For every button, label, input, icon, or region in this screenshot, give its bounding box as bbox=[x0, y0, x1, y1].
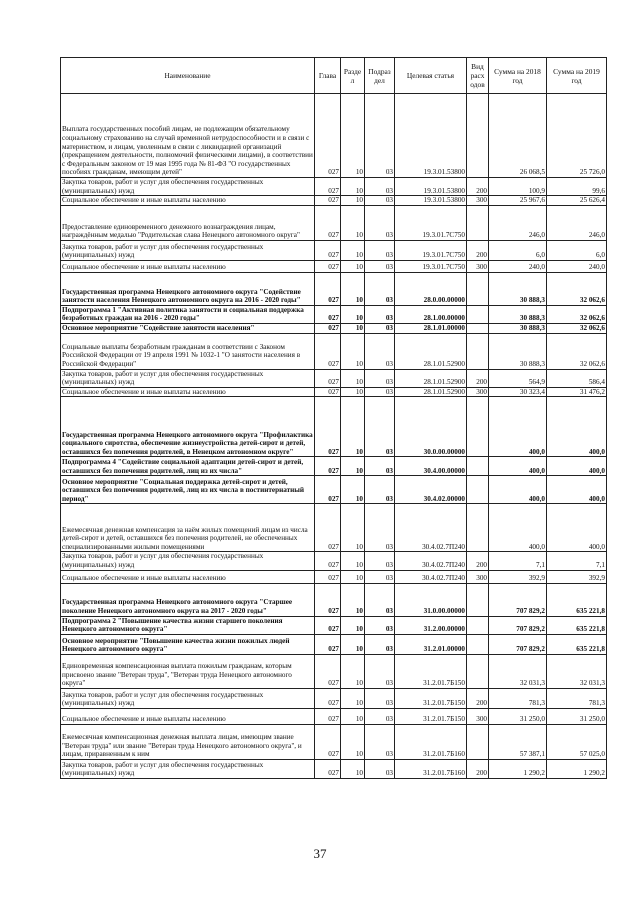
cell-target: 31.2.00.00000 bbox=[395, 616, 467, 634]
cell-podrazdel: 03 bbox=[365, 634, 395, 654]
cell-sum-2018: 400,0 bbox=[489, 504, 547, 552]
cell-name: Выплата государственных пособий лицам, не подлежащим обязательному социальному страхованию на случай временной нетрудоспособности и в связи с материнством, и лицам, уволенным в связи с ликвидацией организаций (прекращением деятельности, полномочий физическими лицами), в соответствии с Федеральным законом от 19 мая 1995 года № 81-ФЗ "О государственных пособиях гражданам, имеющим детей" bbox=[61, 94, 315, 178]
cell-podrazdel: 03 bbox=[365, 205, 395, 240]
cell-podrazdel: 03 bbox=[365, 333, 395, 369]
cell-glava: 027 bbox=[315, 724, 341, 759]
cell-sum-2018: 707 829,2 bbox=[489, 634, 547, 654]
cell-target: 30.4.02.7П240 bbox=[395, 552, 467, 570]
cell-target: 28.0.00.00000 bbox=[395, 272, 467, 305]
cell-razdel: 10 bbox=[341, 178, 365, 196]
cell-name: Социальные выплаты безработным гражданам в соответствии с Законом Российской Федерации от 19 апреля 1991 № 1032-1 "О занятости населения в Российской Федерации" bbox=[61, 333, 315, 369]
cell-vid bbox=[467, 616, 489, 634]
cell-razdel: 10 bbox=[341, 323, 365, 333]
cell-razdel: 10 bbox=[341, 272, 365, 305]
cell-vid bbox=[467, 504, 489, 552]
cell-vid bbox=[467, 205, 489, 240]
cell-sum-2018: 707 829,2 bbox=[489, 583, 547, 616]
cell-name: Ежемесячная денежная компенсация за наём жилых помещений лицам из числа детей-сирот и детей, оставшихся без попечения родителей, не обеспеченных специализированными жилыми помещениями bbox=[61, 504, 315, 552]
cell-name: Основное мероприятие "Повышение качества жизни пожилых людей Ненецкого автономного округа" bbox=[61, 634, 315, 654]
cell-glava: 027 bbox=[315, 323, 341, 333]
cell-vid: 300 bbox=[467, 196, 489, 206]
cell-sum-2018: 25 967,6 bbox=[489, 196, 547, 206]
cell-sum-2019: 781,3 bbox=[547, 688, 607, 708]
cell-name: Предоставление единовременного денежного вознаграждения лицам, награждённым медалью "Родительская слава Ненецкого автономного округа" bbox=[61, 205, 315, 240]
cell-name: Закупка товаров, работ и услуг для обеспечения государственных (муниципальных) нужд bbox=[61, 688, 315, 708]
cell-sum-2018: 1 290,2 bbox=[489, 759, 547, 778]
cell-razdel: 10 bbox=[341, 397, 365, 457]
cell-target: 31.2.01.7Б160 bbox=[395, 724, 467, 759]
table-row bbox=[61, 205, 607, 240]
cell-glava: 027 bbox=[315, 570, 341, 583]
cell-glava: 027 bbox=[315, 272, 341, 305]
cell-podrazdel: 03 bbox=[365, 708, 395, 724]
table-row bbox=[61, 504, 607, 552]
cell-target: 30.4.02.00000 bbox=[395, 476, 467, 504]
cell-sum-2018: 26 068,5 bbox=[489, 94, 547, 178]
cell-podrazdel: 03 bbox=[365, 272, 395, 305]
cell-sum-2019: 635 221,8 bbox=[547, 583, 607, 616]
cell-target: 28.1.01.52900 bbox=[395, 369, 467, 387]
cell-vid bbox=[467, 272, 489, 305]
cell-razdel: 10 bbox=[341, 724, 365, 759]
cell-razdel: 10 bbox=[341, 708, 365, 724]
cell-glava: 027 bbox=[315, 583, 341, 616]
cell-vid: 200 bbox=[467, 759, 489, 778]
cell-glava: 027 bbox=[315, 260, 341, 272]
cell-sum-2018: 32 031,3 bbox=[489, 654, 547, 688]
cell-target: 30.4.02.7П240 bbox=[395, 570, 467, 583]
cell-podrazdel: 03 bbox=[365, 196, 395, 206]
cell-razdel: 10 bbox=[341, 333, 365, 369]
cell-vid: 200 bbox=[467, 240, 489, 260]
cell-vid: 300 bbox=[467, 708, 489, 724]
cell-name: Социальное обеспечение и иные выплаты населению bbox=[61, 196, 315, 206]
cell-razdel: 10 bbox=[341, 504, 365, 552]
cell-sum-2019: 6,0 bbox=[547, 240, 607, 260]
cell-target: 31.2.01.7Б150 bbox=[395, 708, 467, 724]
cell-target: 28.1.00.00000 bbox=[395, 305, 467, 323]
cell-vid bbox=[467, 457, 489, 476]
cell-vid: 300 bbox=[467, 387, 489, 397]
cell-glava: 027 bbox=[315, 476, 341, 504]
header-sum-2019: Сумма на 2019 год bbox=[547, 58, 607, 94]
cell-target: 19.3.01.53800 bbox=[395, 94, 467, 178]
cell-name: Закупка товаров, работ и услуг для обеспечения государственных (муниципальных) нужд bbox=[61, 552, 315, 570]
cell-razdel: 10 bbox=[341, 196, 365, 206]
cell-sum-2019: 246,0 bbox=[547, 205, 607, 240]
table-row bbox=[61, 616, 607, 634]
cell-razdel: 10 bbox=[341, 205, 365, 240]
cell-sum-2019: 635 221,8 bbox=[547, 634, 607, 654]
table-row bbox=[61, 634, 607, 654]
cell-name: Социальное обеспечение и иные выплаты населению bbox=[61, 387, 315, 397]
cell-podrazdel: 03 bbox=[365, 323, 395, 333]
cell-sum-2019: 32 062,6 bbox=[547, 272, 607, 305]
cell-name: Подпрограмма 1 "Активная политика занятости и социальная поддержка безработных граждан на 2016 - 2020 годы" bbox=[61, 305, 315, 323]
cell-podrazdel: 03 bbox=[365, 94, 395, 178]
cell-razdel: 10 bbox=[341, 552, 365, 570]
table-row bbox=[61, 333, 607, 369]
table-row bbox=[61, 305, 607, 323]
cell-sum-2019: 99,6 bbox=[547, 178, 607, 196]
cell-sum-2018: 240,0 bbox=[489, 260, 547, 272]
cell-razdel: 10 bbox=[341, 305, 365, 323]
table-row bbox=[61, 94, 607, 178]
cell-vid bbox=[467, 333, 489, 369]
cell-podrazdel: 03 bbox=[365, 240, 395, 260]
cell-sum-2019: 586,4 bbox=[547, 369, 607, 387]
table-row bbox=[61, 323, 607, 333]
cell-podrazdel: 03 bbox=[365, 387, 395, 397]
cell-glava: 027 bbox=[315, 196, 341, 206]
cell-target: 31.2.01.7Б150 bbox=[395, 654, 467, 688]
cell-sum-2018: 30 888,3 bbox=[489, 333, 547, 369]
cell-sum-2018: 6,0 bbox=[489, 240, 547, 260]
cell-target: 28.1.01.00000 bbox=[395, 323, 467, 333]
page-number: 37 bbox=[313, 846, 327, 861]
cell-podrazdel: 03 bbox=[365, 305, 395, 323]
header-podrazdel: Подраз дел bbox=[365, 58, 395, 94]
cell-vid: 200 bbox=[467, 178, 489, 196]
cell-sum-2019: 1 290,2 bbox=[547, 759, 607, 778]
cell-razdel: 10 bbox=[341, 634, 365, 654]
cell-vid bbox=[467, 654, 489, 688]
cell-glava: 027 bbox=[315, 634, 341, 654]
cell-sum-2018: 7,1 bbox=[489, 552, 547, 570]
cell-podrazdel: 03 bbox=[365, 654, 395, 688]
cell-glava: 027 bbox=[315, 369, 341, 387]
header-glava: Глава bbox=[315, 58, 341, 94]
cell-vid bbox=[467, 397, 489, 457]
cell-razdel: 10 bbox=[341, 457, 365, 476]
cell-podrazdel: 03 bbox=[365, 178, 395, 196]
cell-sum-2018: 392,9 bbox=[489, 570, 547, 583]
table-row bbox=[61, 583, 607, 616]
cell-sum-2019: 240,0 bbox=[547, 260, 607, 272]
cell-sum-2019: 400,0 bbox=[547, 397, 607, 457]
cell-sum-2019: 32 031,3 bbox=[547, 654, 607, 688]
header-name: Наименование bbox=[61, 58, 315, 94]
table-row bbox=[61, 260, 607, 272]
cell-razdel: 10 bbox=[341, 240, 365, 260]
cell-target: 31.2.01.00000 bbox=[395, 634, 467, 654]
cell-podrazdel: 03 bbox=[365, 724, 395, 759]
cell-sum-2018: 30 888,3 bbox=[489, 323, 547, 333]
cell-glava: 027 bbox=[315, 205, 341, 240]
cell-name: Социальное обеспечение и иные выплаты населению bbox=[61, 570, 315, 583]
table-row bbox=[61, 240, 607, 260]
cell-name: Основное мероприятие "Содействие занятости населения" bbox=[61, 323, 315, 333]
cell-target: 30.4.00.00000 bbox=[395, 457, 467, 476]
cell-sum-2018: 100,9 bbox=[489, 178, 547, 196]
cell-name: Социальное обеспечение и иные выплаты населению bbox=[61, 260, 315, 272]
cell-sum-2019: 400,0 bbox=[547, 504, 607, 552]
cell-podrazdel: 03 bbox=[365, 504, 395, 552]
cell-razdel: 10 bbox=[341, 570, 365, 583]
cell-sum-2019: 32 062,6 bbox=[547, 305, 607, 323]
cell-sum-2019: 31 250,0 bbox=[547, 708, 607, 724]
cell-podrazdel: 03 bbox=[365, 552, 395, 570]
cell-target: 19.3.01.7C750 bbox=[395, 205, 467, 240]
cell-target: 31.0.00.00000 bbox=[395, 583, 467, 616]
table-row bbox=[61, 476, 607, 504]
cell-target: 19.3.01.53800 bbox=[395, 196, 467, 206]
table-row bbox=[61, 570, 607, 583]
table-row bbox=[61, 397, 607, 457]
table-row bbox=[61, 272, 607, 305]
header-target: Целевая статья bbox=[395, 58, 467, 94]
cell-sum-2019: 32 062,6 bbox=[547, 333, 607, 369]
cell-vid: 200 bbox=[467, 552, 489, 570]
cell-name: Государственная программа Ненецкого автономного округа "Старшее поколение Ненецкого автономного округа на 2017 - 2020 годы" bbox=[61, 583, 315, 616]
cell-target: 31.2.01.7Б160 bbox=[395, 759, 467, 778]
cell-vid bbox=[467, 476, 489, 504]
cell-sum-2019: 31 476,2 bbox=[547, 387, 607, 397]
cell-glava: 027 bbox=[315, 688, 341, 708]
table-row bbox=[61, 369, 607, 387]
cell-glava: 027 bbox=[315, 457, 341, 476]
cell-razdel: 10 bbox=[341, 94, 365, 178]
cell-glava: 027 bbox=[315, 333, 341, 369]
table-row bbox=[61, 654, 607, 688]
cell-target: 28.1.01.52900 bbox=[395, 387, 467, 397]
cell-sum-2018: 564,9 bbox=[489, 369, 547, 387]
cell-glava: 027 bbox=[315, 178, 341, 196]
header-sum-2018: Сумма на 2018 год bbox=[489, 58, 547, 94]
cell-podrazdel: 03 bbox=[365, 759, 395, 778]
cell-vid bbox=[467, 583, 489, 616]
cell-name: Закупка товаров, работ и услуг для обеспечения государственных (муниципальных) нужд bbox=[61, 369, 315, 387]
cell-glava: 027 bbox=[315, 654, 341, 688]
cell-sum-2018: 246,0 bbox=[489, 205, 547, 240]
cell-sum-2018: 30 888,3 bbox=[489, 305, 547, 323]
table-row bbox=[61, 178, 607, 196]
cell-sum-2019: 392,9 bbox=[547, 570, 607, 583]
cell-podrazdel: 03 bbox=[365, 260, 395, 272]
cell-name: Основное мероприятие "Социальная поддержка детей-сирот и детей, оставшихся без попечения родителей, лиц из их числа в постинтернатный период" bbox=[61, 476, 315, 504]
cell-target: 19.3.01.7C750 bbox=[395, 260, 467, 272]
table-row bbox=[61, 708, 607, 724]
cell-podrazdel: 03 bbox=[365, 476, 395, 504]
cell-sum-2018: 31 250,0 bbox=[489, 708, 547, 724]
cell-razdel: 10 bbox=[341, 476, 365, 504]
cell-name: Подпрограмма 2 "Повышение качества жизни старшего поколения Ненецкого автономного округа" bbox=[61, 616, 315, 634]
cell-sum-2018: 781,3 bbox=[489, 688, 547, 708]
cell-vid: 200 bbox=[467, 369, 489, 387]
cell-glava: 027 bbox=[315, 305, 341, 323]
cell-sum-2018: 400,0 bbox=[489, 476, 547, 504]
cell-sum-2018: 400,0 bbox=[489, 397, 547, 457]
table-row bbox=[61, 724, 607, 759]
cell-sum-2019: 400,0 bbox=[547, 476, 607, 504]
cell-vid bbox=[467, 305, 489, 323]
cell-razdel: 10 bbox=[341, 759, 365, 778]
cell-name: Единовременная компенсационная выплата пожилым гражданам, которым присвоено звание "Ветеран труда", "Ветеран труда Ненецкого автономного округа" bbox=[61, 654, 315, 688]
cell-vid: 200 bbox=[467, 688, 489, 708]
cell-target: 30.4.02.7П240 bbox=[395, 504, 467, 552]
cell-razdel: 10 bbox=[341, 654, 365, 688]
cell-name: Закупка товаров, работ и услуг для обеспечения государственных (муниципальных) нужд bbox=[61, 759, 315, 778]
cell-target: 19.3.01.53800 bbox=[395, 178, 467, 196]
cell-razdel: 10 bbox=[341, 616, 365, 634]
cell-name: Закупка товаров, работ и услуг для обеспечения государственных (муниципальных) нужд bbox=[61, 240, 315, 260]
table-row bbox=[61, 387, 607, 397]
cell-vid bbox=[467, 94, 489, 178]
table-row bbox=[61, 759, 607, 778]
cell-sum-2019: 25 626,4 bbox=[547, 196, 607, 206]
cell-sum-2019: 32 062,6 bbox=[547, 323, 607, 333]
cell-name: Закупка товаров, работ и услуг для обеспечения государственных (муниципальных) нужд bbox=[61, 178, 315, 196]
cell-razdel: 10 bbox=[341, 583, 365, 616]
cell-vid: 300 bbox=[467, 260, 489, 272]
cell-razdel: 10 bbox=[341, 369, 365, 387]
table-row bbox=[61, 457, 607, 476]
cell-podrazdel: 03 bbox=[365, 369, 395, 387]
cell-name: Подпрограмма 4 "Содействие социальной адаптации детей-сирот и детей, оставшихся без попечения родителей, лиц из их числа" bbox=[61, 457, 315, 476]
cell-sum-2018: 400,0 bbox=[489, 457, 547, 476]
cell-razdel: 10 bbox=[341, 387, 365, 397]
cell-podrazdel: 03 bbox=[365, 583, 395, 616]
cell-podrazdel: 03 bbox=[365, 457, 395, 476]
cell-vid: 300 bbox=[467, 570, 489, 583]
cell-glava: 027 bbox=[315, 504, 341, 552]
cell-sum-2019: 7,1 bbox=[547, 552, 607, 570]
cell-name: Государственная программа Ненецкого автономного округа "Содействие занятости населения Ненецкого автономного округа на 2016 - 2020 годы" bbox=[61, 272, 315, 305]
cell-glava: 027 bbox=[315, 759, 341, 778]
cell-target: 28.1.01.52900 bbox=[395, 333, 467, 369]
cell-name: Социальное обеспечение и иные выплаты населению bbox=[61, 708, 315, 724]
cell-sum-2018: 30 888,3 bbox=[489, 272, 547, 305]
cell-podrazdel: 03 bbox=[365, 570, 395, 583]
cell-sum-2018: 57 387,1 bbox=[489, 724, 547, 759]
cell-name: Государственная программа Ненецкого автономного округа "Профилактика социального сиротства, обеспечение жизнеустройства детей-сирот и детей, оставшихся без попечения родителей, в Ненецком автономном округе" bbox=[61, 397, 315, 457]
cell-target: 19.3.01.7C750 bbox=[395, 240, 467, 260]
cell-podrazdel: 03 bbox=[365, 397, 395, 457]
cell-glava: 027 bbox=[315, 708, 341, 724]
cell-glava: 027 bbox=[315, 94, 341, 178]
table-body bbox=[61, 94, 607, 779]
cell-sum-2019: 25 726,0 bbox=[547, 94, 607, 178]
cell-glava: 027 bbox=[315, 240, 341, 260]
table-row bbox=[61, 688, 607, 708]
header-row bbox=[61, 58, 607, 94]
cell-glava: 027 bbox=[315, 616, 341, 634]
cell-podrazdel: 03 bbox=[365, 688, 395, 708]
cell-sum-2018: 30 323,4 bbox=[489, 387, 547, 397]
budget-table bbox=[60, 57, 607, 779]
cell-vid bbox=[467, 724, 489, 759]
header-vid: Вид расх одов bbox=[467, 58, 489, 94]
cell-razdel: 10 bbox=[341, 260, 365, 272]
cell-vid bbox=[467, 634, 489, 654]
table-row bbox=[61, 196, 607, 206]
cell-podrazdel: 03 bbox=[365, 616, 395, 634]
cell-sum-2019: 635 221,8 bbox=[547, 616, 607, 634]
cell-vid bbox=[467, 323, 489, 333]
cell-target: 30.0.00.00000 bbox=[395, 397, 467, 457]
cell-sum-2019: 400,0 bbox=[547, 457, 607, 476]
cell-razdel: 10 bbox=[341, 688, 365, 708]
cell-glava: 027 bbox=[315, 397, 341, 457]
cell-sum-2019: 57 025,0 bbox=[547, 724, 607, 759]
cell-glava: 027 bbox=[315, 387, 341, 397]
table-row bbox=[61, 552, 607, 570]
cell-name: Ежемесячная компенсационная денежная выплата лицам, имеющим звание "Ветеран труда" или звание "Ветеран труда Ненецкого автономного округа", и лицам, приравненным к ним bbox=[61, 724, 315, 759]
cell-target: 31.2.01.7Б150 bbox=[395, 688, 467, 708]
header-razdel: Разде л bbox=[341, 58, 365, 94]
cell-sum-2018: 707 829,2 bbox=[489, 616, 547, 634]
cell-glava: 027 bbox=[315, 552, 341, 570]
